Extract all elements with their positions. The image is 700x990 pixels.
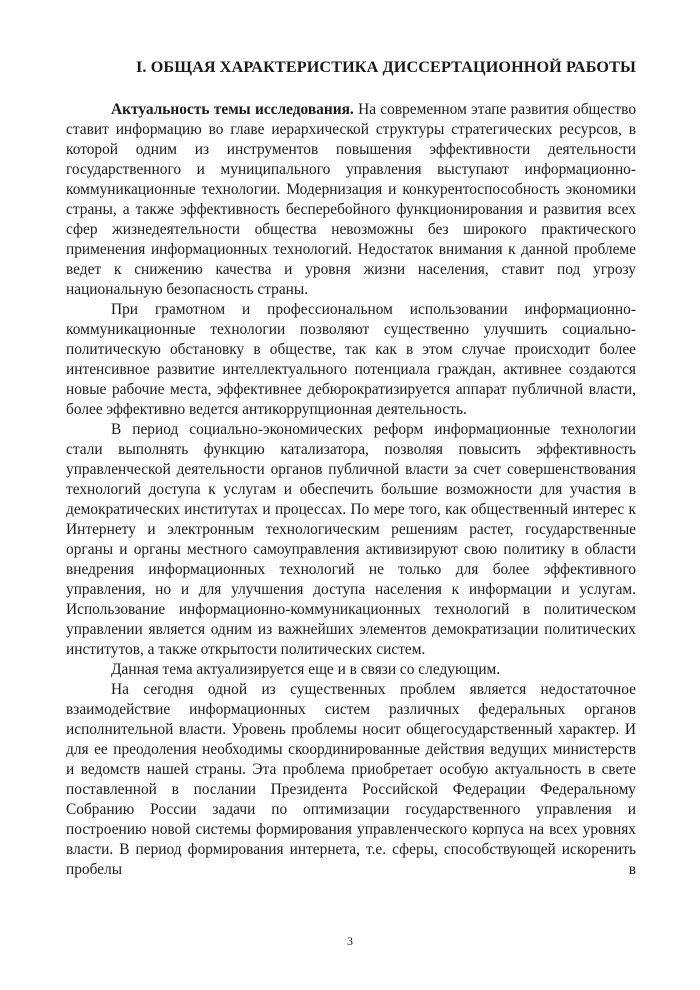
paragraph: В период социально-экономических реформ информационные технологии стали выполнять функцию катализатора, позволяя повысить эффективность управленческой деятельности органов публичной власти за счет совершенствования технологий доступа к услугам и обеспечить большие возможности для участия в демократических институтах и процессах. По мере того, как общественный интерес к Интернету и электронным технологическим решениям растет, государственные органы и органы местного самоуправления активизируют свою политику в области внедрения информационных технологий не только для более эффективного управления, но и для улучшения доступа населения к информации и услугам. Использование информационно-коммуникационных технологий в политическом управлении является одним из важнейших элементов демократизации политических институтов, а также открытости политических систем. — [66, 421, 636, 658]
paragraph: На сегодня одной из существенных проблем является недостаточное взаимодействие информационных систем различных федеральных органов исполнительной власти. Уровень проблемы носит общегосударственный характер. И для ее преодоления необходимы скоординированные действия ведущих министерств и ведомств нашей страны. Эта проблема приобретает особую актуальность в свете поставленной в послании Президента Российской Федерации Федеральному Собранию России задачи по оптимизации государственного управления и построению новой системы формирования управленческого корпуса на всех уровнях власти. В период формирования интернета, т.е. сферы, способствующей искоренить пробелы в — [66, 681, 636, 878]
page-number: 3 — [347, 934, 353, 948]
document-page — [66, 58, 636, 880]
section-heading: I. ОБЩАЯ ХАРАКТЕРИСТИКА ДИССЕРТАЦИОННОЙ РАБОТЫ — [136, 58, 636, 76]
paragraph: Данная тема актуализируется еще и в связи со следующим. — [111, 661, 501, 678]
paragraph-text: На современном этапе развития общество ставит информацию во главе иерархической структуры стратегических ресурсов, в которой одним из инструментов повышения эффективности деятельности государственного и муниципального управления выступают информационно-коммуникационные технологии. Модернизация и конкурентоспособность экономики страны, а также эффективность бесперебойного функционирования и развития всех сфер жизнедеятельности общества невозможны без широкого практического применения информационных технологий. Недостаток внимания к данной проблеме ведет к снижению качества и уровня жизни населения, ставит под угрозу национальную безопасность страны. — [66, 101, 637, 298]
paragraph-relevance — [66, 100, 636, 300]
paragraph: При грамотном и профессиональном использовании информационно-коммуникационные технологии позволяют существенно улучшить социально-политическую обстановку в обществе, так как в этом случае происходит более интенсивное развитие интеллектуального потенциала граждан, активнее создаются новые рабочие места, эффективнее дебюрократизируется аппарат публичной власти, более эффективно ведется антикоррупционная деятельность. — [66, 301, 636, 418]
paragraph-lead: Актуальность темы исследования. — [111, 101, 354, 118]
